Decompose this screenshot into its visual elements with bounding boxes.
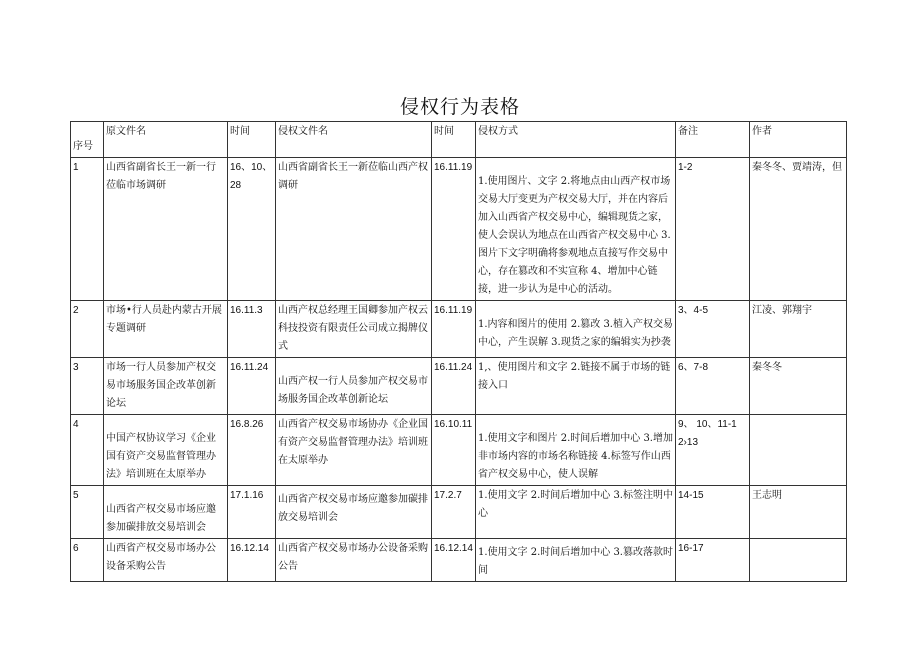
row-note: 9、 10、11-12›13 [676, 415, 750, 486]
table-row [71, 539, 847, 582]
header-orig-name: 原文件名 [104, 122, 228, 158]
row-orig-time: 16.11.3 [228, 301, 276, 358]
row-orig-time: 17.1.16 [228, 486, 276, 539]
header-seq: 序号 [71, 122, 104, 158]
row-orig-time: 16、10、28 [228, 158, 276, 301]
row-inf-time: 16.10.11 [432, 415, 476, 486]
row-author [750, 415, 847, 486]
row-inf-time: 16.11.24 [432, 358, 476, 415]
row-orig-time: 16.11.24 [228, 358, 276, 415]
row-author: 秦冬冬、贾靖涛，但 [750, 158, 847, 301]
table-row [71, 358, 847, 415]
header-author: 作者 [750, 122, 847, 158]
row-inf-name: 山西产权一行人员参加产权交易市场服务国企改革创新论坛 [276, 358, 432, 415]
row-inf-name: 山西省副省长王一新莅临山西产权调研 [276, 158, 432, 301]
table-row [71, 415, 847, 486]
infringement-table [70, 121, 847, 582]
row-author [750, 539, 847, 582]
table-row [71, 486, 847, 539]
row-note: 3、4-5 [676, 301, 750, 358]
row-inf-name: 山西省产权交易市场协办《企业国有资产交易监督管理办法》培训班在太原举办 [276, 415, 432, 486]
row-orig-name: 中国产权协议学习《企业国有资产交易监督管理办法》培训班在太原举办 [104, 415, 228, 486]
row-orig-time: 16.8.26 [228, 415, 276, 486]
row-inf-time: 17.2.7 [432, 486, 476, 539]
row-seq: 5 [71, 486, 104, 539]
row-method: 1.内容和图片的使用 2.篡改 3.植入产权交易中心，产生误解 3.现货之家的编辑实为抄袭 [476, 301, 676, 358]
row-author: 王志明 [750, 486, 847, 539]
row-seq: 3 [71, 358, 104, 415]
row-method: 1.使用文字和图片 2.时间后增加中心 3.增加非市场内容的市场名称链接 4.标签写作山西省产权交易中心，使人误解 [476, 415, 676, 486]
row-note: 1-2 [676, 158, 750, 301]
row-inf-time: 16.11.19 [432, 301, 476, 358]
row-method: 1,、使用图片和文字 2.链接不属于市场的链接入口 [476, 358, 676, 415]
header-inf-name: 侵权文件名 [276, 122, 432, 158]
table-row [71, 158, 847, 301]
row-author: 江凌、郭翔宇 [750, 301, 847, 358]
row-seq: 4 [71, 415, 104, 486]
row-seq: 6 [71, 539, 104, 582]
row-note: 14-15 [676, 486, 750, 539]
header-method: 侵权方式 [476, 122, 676, 158]
row-inf-name: 山西产权总经理王国卿参加产权云科技投资有限责任公司成立揭牌仪式 [276, 301, 432, 358]
header-inf-time: 时间 [432, 122, 476, 158]
row-author: 秦冬冬 [750, 358, 847, 415]
header-orig-time: 时间 [228, 122, 276, 158]
row-seq: 1 [71, 158, 104, 301]
row-orig-time: 16.12.14 [228, 539, 276, 582]
row-method: 1.使用图片、文字 2.将地点由山西产权市场交易大厅变更为产权交易大厅，并在内容后加入山西省产权交易中心，编辑现货之家，使人会误认为地点在山西省产权交易中心 3.图片下文字明确将参观地点直接写作交易中心，存在篡改和不实宣称 4、增加中心链接，进一步认为是中心的活动。 [476, 158, 676, 301]
row-orig-name: 山西省产权交易市场应邀参加碳排放交易培训会 [104, 486, 228, 539]
row-orig-name: 市场一行人员参加产权交易市场服务国企改革创新论坛 [104, 358, 228, 415]
row-inf-name: 山西省产权交易市场应邀参加碳排放交易培训会 [276, 486, 432, 539]
row-note: 6、7-8 [676, 358, 750, 415]
row-orig-name: 山西省副省长王一新一行莅临市场调研 [104, 158, 228, 301]
table-header-row [71, 122, 847, 158]
row-orig-name: 市场•行人员赴内蒙古开展专题调研 [104, 301, 228, 358]
row-inf-name: 山西省产权交易市场办公设备采购公告 [276, 539, 432, 582]
row-seq: 2 [71, 301, 104, 358]
row-inf-time: 16.11.19 [432, 158, 476, 301]
row-note: 16-17 [676, 539, 750, 582]
table-row [71, 301, 847, 358]
row-inf-time: 16.12.14 [432, 539, 476, 582]
row-method: 1.使用文字 2.时间后增加中心 3.标签注明中心 [476, 486, 676, 539]
row-orig-name: 山西省产权交易市场办公设备采购公告 [104, 539, 228, 582]
document-title: 侵权行为表格 [399, 96, 520, 118]
header-note: 备注 [676, 122, 750, 158]
row-method: 1.使用文字 2.时间后增加中心 3.篡改落款时间 [476, 539, 676, 582]
